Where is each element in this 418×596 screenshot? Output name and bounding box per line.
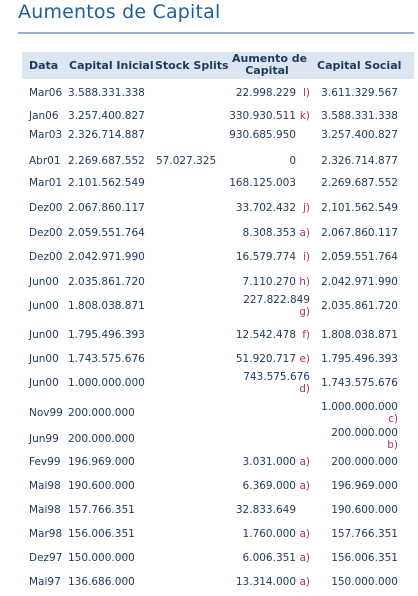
cell-capital-social: 1.808.038.871	[321, 329, 398, 341]
cell-capital-inicial: 1.795.496.393	[68, 329, 145, 341]
cell-aumento: 32.833.649	[235, 504, 296, 516]
cell-capital-inicial: 156.006.351	[68, 528, 135, 540]
cell-capital-inicial: 2.035.861.720	[68, 276, 145, 288]
cell-data: Mai98	[29, 480, 61, 492]
cell-capital-social: 1.000.000.000	[321, 401, 398, 413]
column-header-capital-inicial: Capital Inicial	[69, 59, 154, 72]
cell-capital-social: 2.269.687.552	[321, 177, 398, 189]
cell-capital-inicial: 3.588.331.338	[68, 87, 145, 99]
cell-capital-inicial: 1.808.038.871	[68, 300, 145, 312]
footnote-marker: i)	[302, 251, 310, 263]
cell-data: Mar06	[29, 87, 63, 99]
table-row	[22, 247, 414, 271]
cell-capital-inicial: 157.766.351	[68, 504, 135, 516]
cell-capital-social: 1.743.575.676	[321, 377, 398, 389]
column-header-aumento-line2: Capital	[245, 64, 289, 77]
cell-aumento: 8.308.353	[242, 227, 296, 239]
cell-aumento: 6.006.351	[242, 552, 296, 564]
table-row	[22, 296, 414, 320]
cell-capital-social: 3.611.329.567	[321, 87, 398, 99]
cell-capital-social: 157.766.351	[331, 528, 398, 540]
column-header-aumento-de-capital	[232, 52, 308, 77]
title-divider	[18, 32, 414, 34]
cell-stock-splits: 57.027.325	[156, 155, 217, 167]
cell-capital-social: 200.000.000	[331, 427, 398, 439]
cell-capital-social: 190.600.000	[331, 504, 398, 516]
cell-capital-inicial: 1.000.000.000	[68, 377, 145, 389]
cell-capital-inicial: 2.269.687.552	[68, 155, 145, 167]
cell-data: Jun00	[29, 353, 59, 365]
table-header	[22, 52, 414, 79]
cell-aumento: 0	[289, 155, 296, 167]
cell-capital-social: 1.795.496.393	[321, 353, 398, 365]
cell-capital-social: 156.006.351	[331, 552, 398, 564]
cell-data: Jun99	[29, 433, 59, 445]
cell-data: Dez97	[29, 552, 63, 564]
cell-data: Jun00	[29, 329, 59, 341]
cell-aumento: 930.685.950	[229, 129, 296, 141]
cell-capital-social: 200.000.000	[331, 456, 398, 468]
footnote-marker: f)	[302, 329, 310, 341]
table-row	[22, 198, 414, 222]
footnote-marker: e)	[299, 353, 310, 365]
cell-data: Jun00	[29, 276, 59, 288]
cell-data: Dez00	[29, 227, 63, 239]
cell-capital-inicial: 1.743.575.676	[68, 353, 145, 365]
cell-capital-inicial: 200.000.000	[68, 433, 135, 445]
table-row	[22, 500, 414, 524]
cell-capital-social: 150.000.000	[331, 576, 398, 588]
cell-capital-inicial: 136.686.000	[68, 576, 135, 588]
table-row	[22, 223, 414, 247]
footnote-marker: g)	[299, 306, 310, 318]
cell-aumento: 22.998.229	[235, 87, 296, 99]
cell-aumento: 1.760.000	[242, 528, 296, 540]
table-row	[22, 173, 414, 197]
cell-aumento: 7.110.270	[242, 276, 296, 288]
cell-aumento: 743.575.676	[243, 371, 310, 383]
table-row	[22, 272, 414, 296]
cell-data: Abr01	[29, 155, 61, 167]
table-row	[22, 349, 414, 373]
cell-data: Mar03	[29, 129, 63, 141]
cell-capital-social: 2.059.551.764	[321, 251, 398, 263]
cell-data: Dez00	[29, 251, 63, 263]
cell-data: Mar98	[29, 528, 63, 540]
table-row	[22, 429, 414, 453]
cell-data: Mar01	[29, 177, 63, 189]
column-header-capital-social: Capital Social	[317, 59, 402, 72]
column-header-data: Data	[29, 59, 59, 72]
cell-capital-social: 2.101.562.549	[321, 202, 398, 214]
footnote-marker: a)	[299, 480, 310, 492]
footnote-marker: a)	[299, 456, 310, 468]
cell-capital-social: 2.042.971.990	[321, 276, 398, 288]
cell-aumento: 13.314.000	[235, 576, 296, 588]
cell-capital-social: 2.067.860.117	[321, 227, 398, 239]
table-row	[22, 403, 414, 427]
footnote-marker: k)	[299, 110, 310, 122]
cell-aumento: 6.369.000	[242, 480, 296, 492]
cell-capital-social: 3.588.331.338	[321, 110, 398, 122]
cell-data: Mai97	[29, 576, 61, 588]
cell-aumento: 16.579.774	[235, 251, 296, 263]
footnote-marker: d)	[299, 383, 310, 395]
cell-aumento: 168.125.003	[229, 177, 296, 189]
cell-data: Jun00	[29, 377, 59, 389]
cell-capital-inicial: 190.600.000	[68, 480, 135, 492]
table-row	[22, 548, 414, 572]
cell-data: Dez00	[29, 202, 63, 214]
table-row	[22, 452, 414, 476]
footnote-marker: c)	[388, 413, 398, 425]
table-row	[22, 572, 414, 596]
table-row	[22, 325, 414, 349]
footnote-marker: a)	[299, 528, 310, 540]
footnote-marker: j)	[302, 202, 310, 214]
cell-capital-inicial: 200.000.000	[68, 407, 135, 419]
cell-data: Jan06	[29, 110, 59, 122]
cell-aumento: 51.920.717	[235, 353, 296, 365]
column-header-aumento-line1: Aumento de	[232, 52, 308, 65]
cell-aumento: 33.702.432	[235, 202, 296, 214]
cell-aumento: 3.031.000	[242, 456, 296, 468]
table-row	[22, 83, 414, 107]
footnote-marker: a)	[299, 552, 310, 564]
cell-aumento: 12.542.478	[235, 329, 296, 341]
cell-data: Mai98	[29, 504, 61, 516]
table-row	[22, 373, 414, 397]
cell-capital-inicial: 150.000.000	[68, 552, 135, 564]
cell-capital-inicial: 2.067.860.117	[68, 202, 145, 214]
table-row	[22, 125, 414, 149]
cell-capital-social: 2.326.714.877	[321, 155, 398, 167]
footnote-marker: b)	[387, 439, 398, 451]
cell-data: Jun00	[29, 300, 59, 312]
table-row	[22, 476, 414, 500]
cell-capital-inicial: 2.059.551.764	[68, 227, 145, 239]
footnote-marker: a)	[299, 576, 310, 588]
cell-capital-social: 3.257.400.827	[321, 129, 398, 141]
cell-data: Fev99	[29, 456, 61, 468]
page-title: Aumentos de Capital	[18, 1, 221, 23]
cell-aumento: 227.822.849	[243, 294, 310, 306]
cell-capital-social: 196.969.000	[331, 480, 398, 492]
cell-data: Nov99	[29, 407, 63, 419]
column-header-stock-splits: Stock Splits	[155, 59, 229, 72]
cell-capital-social: 2.035.861.720	[321, 300, 398, 312]
cell-capital-inicial: 3.257.400.827	[68, 110, 145, 122]
cell-capital-inicial: 2.101.562.549	[68, 177, 145, 189]
cell-capital-inicial: 2.326.714.887	[68, 129, 145, 141]
footnote-marker: l)	[302, 87, 310, 99]
table-row	[22, 151, 414, 175]
cell-capital-inicial: 2.042.971.990	[68, 251, 145, 263]
table-row	[22, 524, 414, 548]
cell-capital-inicial: 196.969.000	[68, 456, 135, 468]
cell-aumento: 330.930.511	[229, 110, 296, 122]
footnote-marker: a)	[299, 227, 310, 239]
footnote-marker: h)	[299, 276, 310, 288]
